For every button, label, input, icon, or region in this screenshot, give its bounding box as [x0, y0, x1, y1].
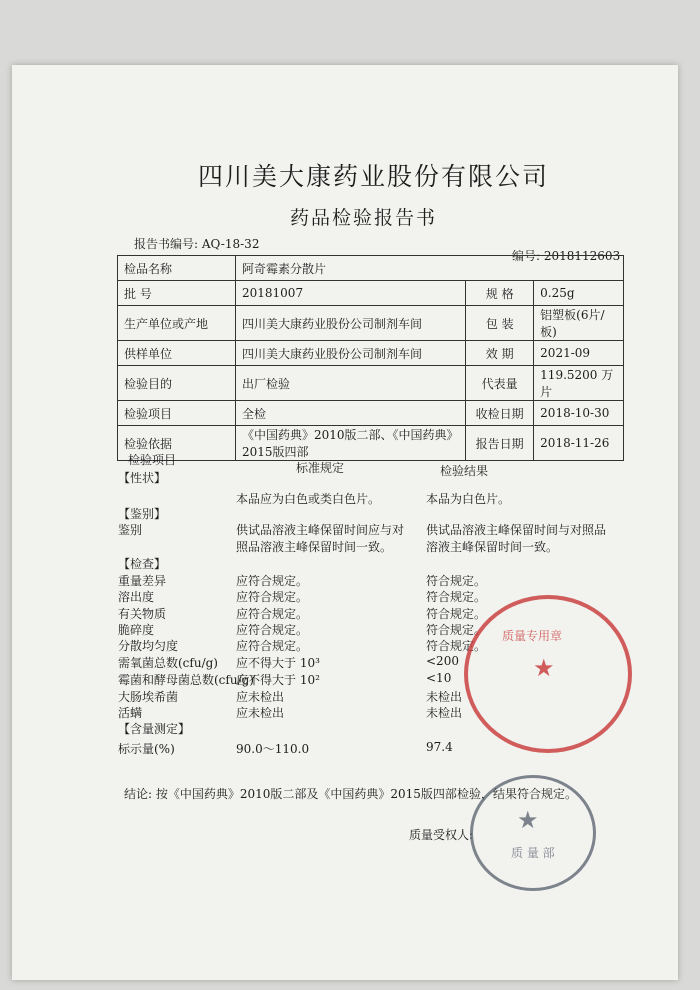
test-item: 脆碎度 [118, 623, 155, 637]
test-item: 有关物质 [118, 607, 167, 621]
info-label-2: 效 期 [466, 341, 534, 366]
standard-value: 本品应为白色或类白色片。 [236, 492, 381, 506]
info-value: 出厂检验 [236, 366, 466, 401]
section-title: 【鉴别】 [118, 507, 167, 521]
test-item: 重量差异 [118, 574, 167, 588]
result-value: 本品为白色片。 [426, 492, 511, 506]
star-icon: ★ [533, 654, 555, 682]
test-item: 溶出度 [118, 590, 155, 604]
info-row [118, 366, 624, 401]
standard-value: 应不得大于 10² [236, 673, 320, 687]
standard-value: 90.0～110.0 [236, 742, 310, 756]
info-value-2: 2018-11-26 [534, 426, 624, 461]
standard-value: 应符合规定。 [236, 574, 309, 588]
report-title: 药品检验报告书 [290, 207, 438, 229]
info-label: 生产单位或产地 [118, 306, 236, 341]
info-value-2: 2021-09 [534, 341, 624, 366]
info-value: 四川美大康药业股份公司制剂车间 [236, 306, 466, 341]
result-value: 符合规定。 [426, 623, 487, 637]
info-table [117, 255, 624, 461]
info-label-2: 包 装 [466, 306, 534, 341]
test-item: 霉菌和酵母菌总数(cfu/g) [118, 673, 254, 687]
section-title: 【性状】 [118, 471, 167, 485]
result-value: 符合规定。 [426, 639, 487, 653]
info-value-2: 0.25g [534, 281, 624, 306]
info-label: 检验依据 [118, 426, 236, 461]
report-number: 报告书编号: AQ-18-32 [134, 237, 260, 251]
test-item: 标示量(%) [118, 742, 175, 756]
result-value: 97.4 [426, 740, 453, 754]
test-item: 鉴别 [118, 523, 143, 537]
test-item: 分散均匀度 [118, 639, 179, 653]
result-value: 符合规定。 [426, 607, 487, 621]
standard-value: 应未检出 [236, 706, 285, 720]
company-title: 四川美大康药业股份有限公司 [198, 162, 550, 191]
info-row [118, 426, 624, 461]
info-label: 供样单位 [118, 341, 236, 366]
standard-value: 应符合规定。 [236, 623, 309, 637]
result-value: 未检出 [426, 706, 463, 720]
result-value: <10 [426, 671, 452, 685]
info-label: 检验项目 [118, 401, 236, 426]
standard-value: 供试品溶液主峰保留时间应与对照品溶液主峰保留时间一致。 [236, 523, 405, 554]
qa-label: 质量受权人: [409, 828, 474, 842]
standard-value: 应未检出 [236, 690, 285, 704]
test-item: 活螨 [118, 706, 143, 720]
star-icon: ★ [517, 806, 539, 834]
info-value-2: 2018-10-30 [534, 401, 624, 426]
info-label: 检验目的 [118, 366, 236, 401]
result-value: 符合规定。 [426, 590, 487, 604]
standard-value: 应符合规定。 [236, 639, 309, 653]
section-title: 【检查】 [118, 557, 167, 571]
conclusion-text: 结论: 按《中国药典》2010版二部及《中国药典》2015版四部检验，结果符合规定。 [124, 787, 577, 801]
standard-value: 应不得大于 10³ [236, 656, 320, 670]
info-value: 四川美大康药业股份公司制剂车间 [236, 341, 466, 366]
info-value-2: 119.5200 万片 [534, 366, 624, 401]
result-value: 符合规定。 [426, 574, 487, 588]
info-label-2: 报告日期 [466, 426, 534, 461]
info-row [118, 281, 624, 306]
info-row [118, 341, 624, 366]
standard-value: 应符合规定。 [236, 590, 309, 604]
col-header-standard: 标准规定 [296, 461, 345, 475]
info-label-2: 规 格 [466, 281, 534, 306]
quality-department-seal: ★ 质 量 部 [470, 775, 596, 891]
info-value: 20181007 [236, 281, 466, 306]
info-row [118, 306, 624, 341]
info-row [118, 401, 624, 426]
info-label: 批 号 [118, 281, 236, 306]
info-value: 阿奇霉素分散片 [236, 256, 624, 281]
test-item: 大肠埃希菌 [118, 690, 179, 704]
info-value: 全检 [236, 401, 466, 426]
info-row [118, 256, 624, 281]
info-label: 检品名称 [118, 256, 236, 281]
quality-seal: 质量专用章 ★ [464, 595, 632, 753]
info-value-2: 铝塑板(6片/板) [534, 306, 624, 341]
serial-number: 编号: 2018112603 [512, 249, 621, 263]
info-value: 《中国药典》2010版二部、《中国药典》2015版四部 [236, 426, 466, 461]
result-value: 供试品溶液主峰保留时间与对照品溶液主峰保留时间一致。 [426, 523, 607, 554]
info-label-2: 代表量 [466, 366, 534, 401]
test-item: 需氧菌总数(cfu/g) [118, 656, 218, 670]
section-title: 【含量测定】 [118, 722, 191, 736]
result-value: 未检出 [426, 690, 463, 704]
standard-value: 应符合规定。 [236, 607, 309, 621]
info-label-2: 收检日期 [466, 401, 534, 426]
col-header-item: 检验项目 [128, 453, 177, 467]
col-header-result: 检验结果 [440, 464, 489, 478]
result-value: <200 [426, 654, 459, 668]
